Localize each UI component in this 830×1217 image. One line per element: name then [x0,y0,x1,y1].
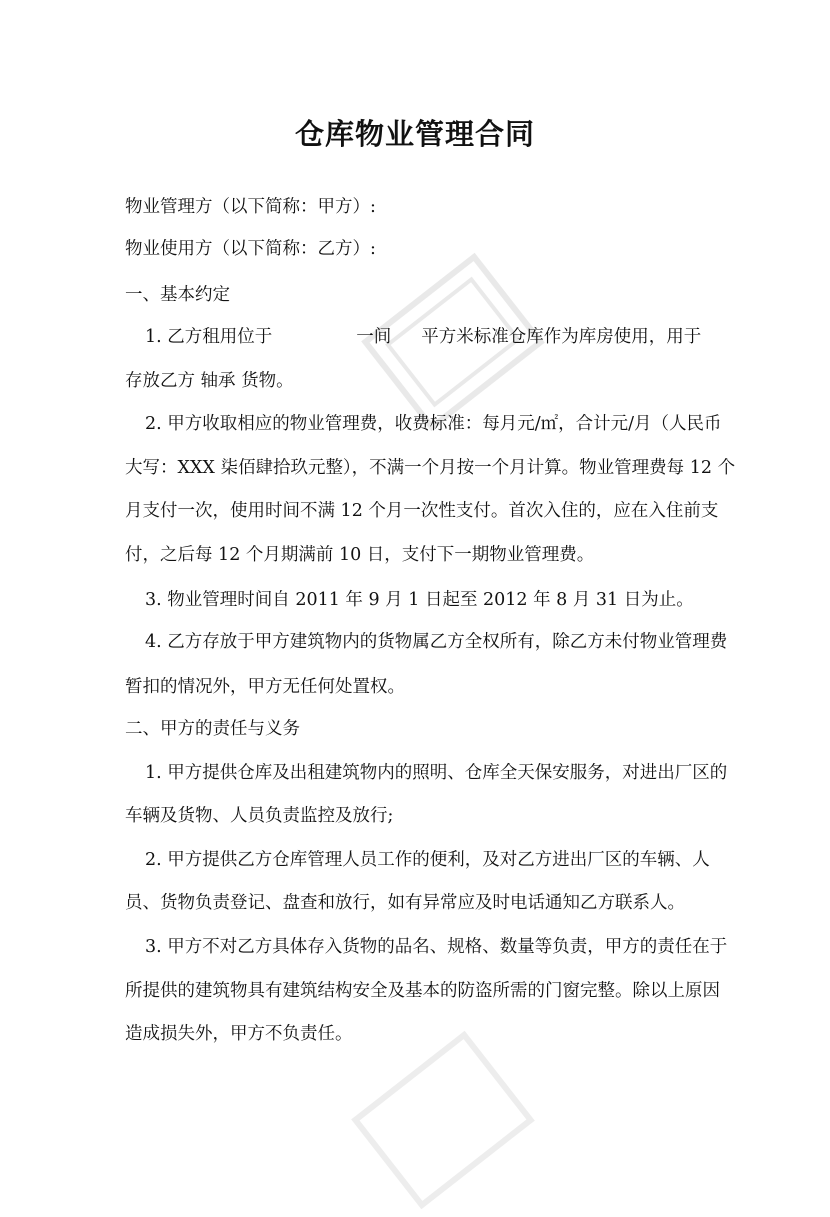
watermark [347,1027,539,1214]
clause-line: 所提供的建筑物具有建筑结构安全及基本的防盗所需的门窗完整。除以上原因 [125,981,720,1001]
clause-line: 2. 甲方提供乙方仓库管理人员工作的便利，及对乙方进出厂区的车辆、人 [145,850,710,870]
clause-line: 付，之后每 12 个月期满前 10 日，支付下一期物业管理费。 [125,545,595,565]
clause-line: 造成损失外，甲方不负责任。 [125,1024,353,1044]
clause-line: 大写：XXX 柒佰肆拾玖元整），不满一个月按一个月计算。物业管理费每 12 个 [125,458,736,478]
party-b-line: 物业使用方（以下简称：乙方）: [125,239,376,259]
clause-text: 1. 乙方租用位于 [145,327,273,347]
clause-line: 暂扣的情况外，甲方无任何处置权。 [125,677,405,697]
section-heading: 一、基本约定 [125,285,230,305]
watermark-graphic [347,1027,539,1214]
clause-line: 3. 甲方不对乙方具体存入货物的品名、规格、数量等负责，甲方的责任在于 [145,937,728,957]
document-title: 仓库物业管理合同 [294,117,535,151]
clause-line: 车辆及货物、人员负责监控及放行; [125,806,394,826]
clause-line: 月支付一次，使用时间不满 12 个月一次性支付。首次入住的，应在入住前支 [125,501,719,521]
clause-line: 2. 甲方收取相应的物业管理费，收费标准：每月元/㎡，合计元/月（人民币 [145,414,722,434]
clause-line [145,325,701,349]
section-heading: 二、甲方的责任与义务 [125,719,300,739]
clause-line: 存放乙方 轴承 货物。 [125,371,294,391]
clause-line: 4. 乙方存放于甲方建筑物内的货物属乙方全权所有，除乙方未付物业管理费 [145,632,728,652]
clause-line: 3. 物业管理时间自 2011 年 9 月 1 日起至 2012 年 8 月 31 日为止。 [145,590,694,610]
party-a-line: 物业管理方（以下简称：甲方）: [125,197,376,217]
clause-line: 员、货物负责登记、盘查和放行，如有异常应及时电话通知乙方联系人。 [125,893,685,913]
clause-line: 1. 甲方提供仓库及出租建筑物内的照明、仓库全天保安服务，对进出厂区的 [145,763,728,783]
clause-text: 平方米标准仓库作为库房使用，用于 [421,327,702,347]
clause-text: 一间 [356,327,392,347]
